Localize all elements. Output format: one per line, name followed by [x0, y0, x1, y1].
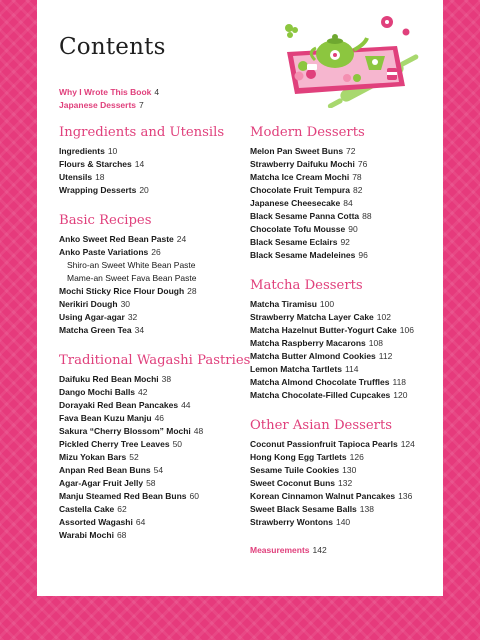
toc-entry[interactable]: Matcha Hazelnut Butter-Yogurt Cake 106	[250, 325, 414, 335]
toc-entry[interactable]: Lemon Matcha Tartlets 114	[250, 364, 359, 374]
toc-section	[59, 212, 259, 337]
toc-entry[interactable]: Why I Wrote This Book 4	[59, 87, 160, 97]
toc-entry[interactable]: Japanese Cheesecake 84	[250, 198, 353, 208]
toc-entry[interactable]: Matcha Tiramisu 100	[250, 299, 335, 309]
toc-entry[interactable]: Using Agar-agar 32	[59, 312, 138, 322]
toc-section	[59, 352, 259, 542]
toc-entry[interactable]: Sweet Coconut Buns 132	[250, 478, 353, 488]
toc-entry[interactable]: Matcha Chocolate-Filled Cupcakes 120	[250, 390, 408, 400]
toc-entry[interactable]: Matcha Butter Almond Cookies 112	[250, 351, 393, 361]
toc-entry[interactable]: Agar-Agar Fruit Jelly 58	[59, 478, 156, 488]
toc-entry[interactable]: Flours & Starches 14	[59, 159, 145, 169]
section-heading: Traditional Wagashi Pastries	[59, 353, 251, 368]
toc-entry[interactable]: Warabi Mochi 68	[59, 530, 127, 540]
toc-entry[interactable]: Wrapping Desserts 20	[59, 185, 149, 195]
toc-entry[interactable]: Strawberry Daifuku Mochi 76	[250, 159, 368, 169]
left-column	[59, 124, 259, 557]
toc-entry[interactable]: Black Sesame Eclairs 92	[250, 237, 350, 247]
toc-subentry[interactable]: Mame-an Sweet Fava Bean Paste	[67, 273, 197, 283]
toc-section	[250, 124, 440, 262]
toc-entry[interactable]: Matcha Ice Cream Mochi 78	[250, 172, 362, 182]
toc-entry[interactable]: Strawberry Matcha Layer Cake 102	[250, 312, 391, 322]
toc-section	[59, 124, 259, 197]
toc-entry[interactable]: Hong Kong Egg Tartlets 126	[250, 452, 364, 462]
toc-section	[250, 277, 440, 402]
toc-entry[interactable]: Dorayaki Red Bean Pancakes 44	[59, 400, 191, 410]
section-heading: Other Asian Desserts	[250, 418, 393, 433]
toc-entry[interactable]: Korean Cinnamon Walnut Pancakes 136	[250, 491, 413, 501]
toc-entry[interactable]: Dango Mochi Balls 42	[59, 387, 148, 397]
toc-entry[interactable]: Pickled Cherry Tree Leaves 50	[59, 439, 183, 449]
toc-entry[interactable]: Anpan Red Bean Buns 54	[59, 465, 164, 475]
toc-entry[interactable]: Black Sesame Panna Cotta 88	[250, 211, 372, 221]
toc-entry[interactable]: Coconut Passionfruit Tapioca Pearls 124	[250, 439, 415, 449]
right-column	[250, 124, 440, 557]
toc-entry[interactable]: Sakura “Cherry Blossom” Mochi 48	[59, 426, 204, 436]
toc-entry[interactable]: Utensils 18	[59, 172, 105, 182]
toc-entry[interactable]: Castella Cake 62	[59, 504, 127, 514]
page-title: Contents	[59, 34, 166, 60]
toc-entry[interactable]: Matcha Almond Chocolate Truffles 118	[250, 377, 407, 387]
flower-icon	[285, 16, 410, 38]
toc-entry[interactable]: Sesame Tuile Cookies 130	[250, 465, 357, 475]
toc-section	[250, 417, 440, 529]
toc-subentry[interactable]: Shiro-an Sweet White Bean Paste	[67, 260, 196, 270]
toc-entry[interactable]: Japanese Desserts 7	[59, 100, 144, 110]
toc-entry-measurements[interactable]: Measurements 142	[250, 545, 327, 555]
toc-entry[interactable]: Mochi Sticky Rice Flour Dough 28	[59, 286, 197, 296]
toc-entry[interactable]: Sweet Black Sesame Balls 138	[250, 504, 374, 514]
section-heading: Basic Recipes	[59, 213, 152, 228]
toc-entry[interactable]: Matcha Green Tea 34	[59, 325, 145, 335]
toc-page	[37, 0, 443, 596]
toc-entry[interactable]: Chocolate Tofu Mousse 90	[250, 224, 358, 234]
toc-entry[interactable]: Fava Bean Kuzu Manju 46	[59, 413, 165, 423]
intro-list	[59, 86, 159, 112]
toc-entry[interactable]: Anko Paste Variations 26	[59, 247, 161, 257]
toc-entry[interactable]: Assorted Wagashi 64	[59, 517, 146, 527]
toc-entry[interactable]: Daifuku Red Bean Mochi 38	[59, 374, 172, 384]
section-heading: Modern Desserts	[250, 125, 365, 140]
section-heading: Matcha Desserts	[250, 278, 363, 293]
toc-entry[interactable]: Mizu Yokan Bars 52	[59, 452, 139, 462]
toc-entry[interactable]: Nerikiri Dough 30	[59, 299, 131, 309]
toc-entry[interactable]: Anko Sweet Red Bean Paste 24	[59, 234, 187, 244]
toc-entry[interactable]: Melon Pan Sweet Buns 72	[250, 146, 356, 156]
toc-entry[interactable]: Chocolate Fruit Tempura 82	[250, 185, 363, 195]
toc-entry[interactable]: Strawberry Wontons 140	[250, 517, 351, 527]
section-heading: Ingredients and Utensils	[59, 125, 225, 140]
toc-entry[interactable]: Black Sesame Madeleines 96	[250, 250, 368, 260]
toc-entry[interactable]: Matcha Raspberry Macarons 108	[250, 338, 383, 348]
tea-tray-illustration	[269, 8, 429, 108]
toc-entry[interactable]: Manju Steamed Red Bean Buns 60	[59, 491, 199, 501]
toc-entry[interactable]: Ingredients 10	[59, 146, 118, 156]
